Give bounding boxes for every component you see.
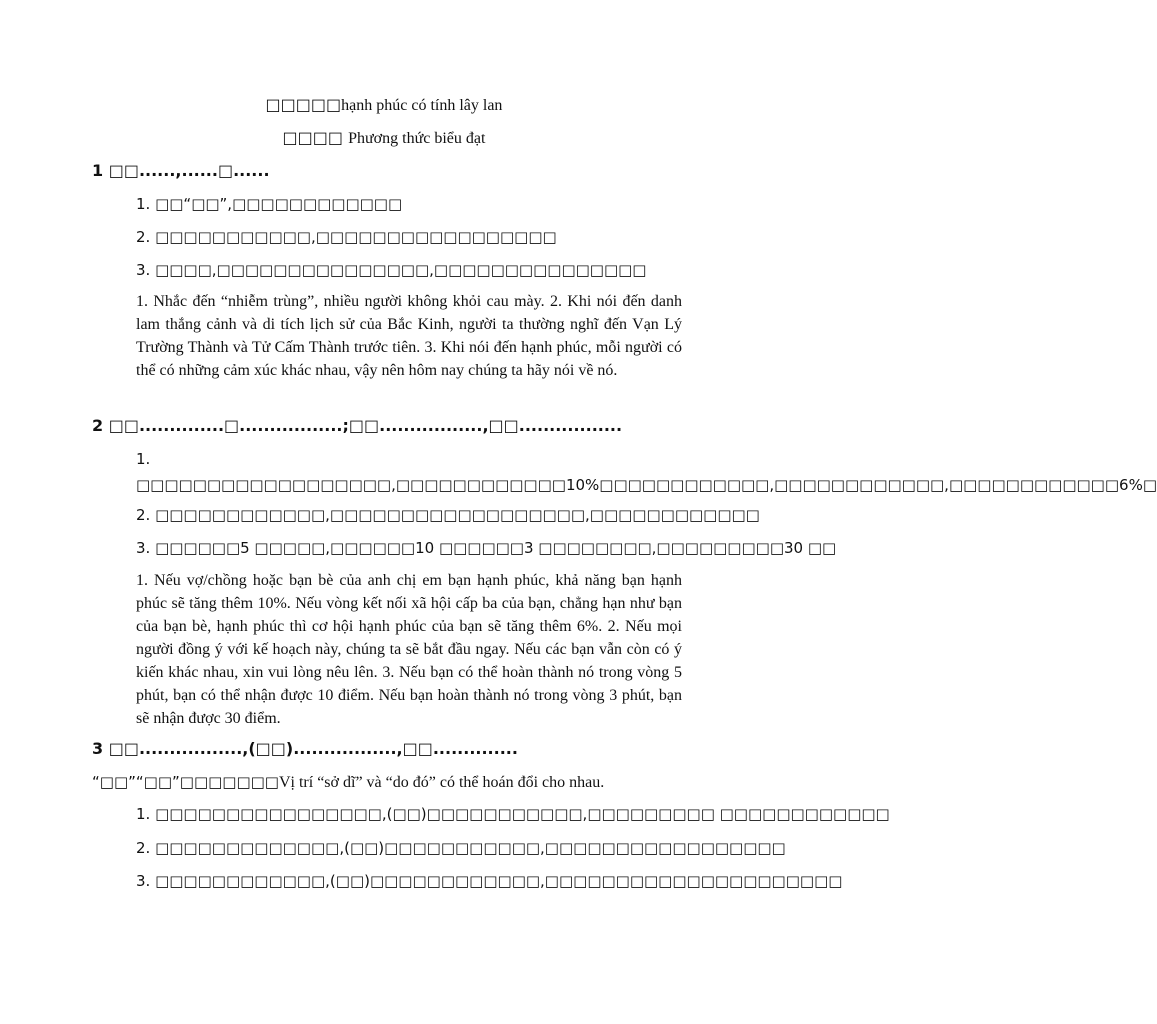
section-1-translation: 1. Nhắc đến “nhiễm trùng”, nhiều người không khỏi cau mày. 2. Khi nói đến danh lam thắng cảnh và di tích lịch sử của Bắc Kinh, người ta thường nghĩ đến Vạn Lý Trường Thành và Tử Cấm Thành trước tiên. 3. Khi nói đến hạnh phúc, mỗi người có thể có những cảm xúc khác nhau, vậy nên hôm nay chúng ta hãy nói về nó. [136,293,682,379]
section-3-item-3: 3. □□□□□□□□□□□□,(□□)□□□□□□□□□□□□,□□□□□□□□□□□□□□□□□□□□□ [136,872,843,890]
section-3-item-2: 2. □□□□□□□□□□□□□,(□□)□□□□□□□□□□□,□□□□□□□□□□□□□□□□□ [136,839,786,857]
section-1-item-3: 3. □□□□,□□□□□□□□□□□□□□□,□□□□□□□□□□□□□□□ [136,261,647,279]
page-subtitle [0,127,768,150]
section-2-item-2: 2. □□□□□□□□□□□□,□□□□□□□□□□□□□□□□□□,□□□□□□□□□□□□ [136,506,760,524]
page-subtitle-cjk: □□□□ [282,128,344,147]
section-2-heading: 2 □□..............□.................;□□.................,□□................. [92,416,623,435]
section-3-note-vi: Vị trí “sở dĩ” và “do đó” có thể hoán đổi cho nhau. [278,774,605,791]
section-2-translation: 1. Nếu vợ/chồng hoặc bạn bè của anh chị em bạn hạnh phúc, khả năng bạn hạnh phúc sẽ tăng thêm 10%. Nếu vòng kết nối xã hội cấp ba của bạn, chẳng hạn như bạn của bạn bè, hạnh phúc thì cơ hội hạnh phúc của bạn sẽ tăng thêm 6%. 2. Nếu mọi người đồng ý với kế hoạch này, chúng ta sẽ bắt đầu ngay. Nếu các bạn vẫn còn có ý kiến khác nhau, xin vui lòng nêu lên. 3. Nếu bạn có thể hoàn thành nó trong vòng 5 phút, bạn có thể nhận được 10 điểm. Nếu bạn hoàn thành nó trong vòng 3 phút, bạn sẽ nhận được 30 điểm. [136,572,682,727]
page-title-cjk: □□□□□ [265,95,342,114]
section-3-heading: 3 □□.................,(□□).................,□□.............. [92,739,518,758]
section-3-note [92,771,712,794]
section-3-item-1: 1. □□□□□□□□□□□□□□□□,(□□)□□□□□□□□□□□,□□□□□□□□□ □□□□□□□□□□□□ [136,805,890,823]
page-title [0,94,768,117]
section-3-note-cjk: “□□”“□□”□□□□□□□ [92,773,279,791]
section-1-heading: 1 □□......,......□...... [92,161,270,180]
section-2-item-1: 1. □□□□□□□□□□□□□□□□□□,□□□□□□□□□□□□10%□□□□□□□□□□□□,□□□□□□□□□□□□,□□□□□□□□□□□□6%□ [136,450,1157,494]
section-2-item-3: 3. □□□□□□5 □□□□□,□□□□□□10 □□□□□□3 □□□□□□□□,□□□□□□□□□30 □□ [136,539,837,557]
page-title-vi: hạnh phúc có tính lây lan [341,97,503,114]
section-1-item-2: 2. □□□□□□□□□□□,□□□□□□□□□□□□□□□□□ [136,228,557,246]
section-1-item-1: 1. □□“□□”,□□□□□□□□□□□□ [136,195,403,213]
page-subtitle-vi: Phương thức biểu đạt [348,130,486,147]
